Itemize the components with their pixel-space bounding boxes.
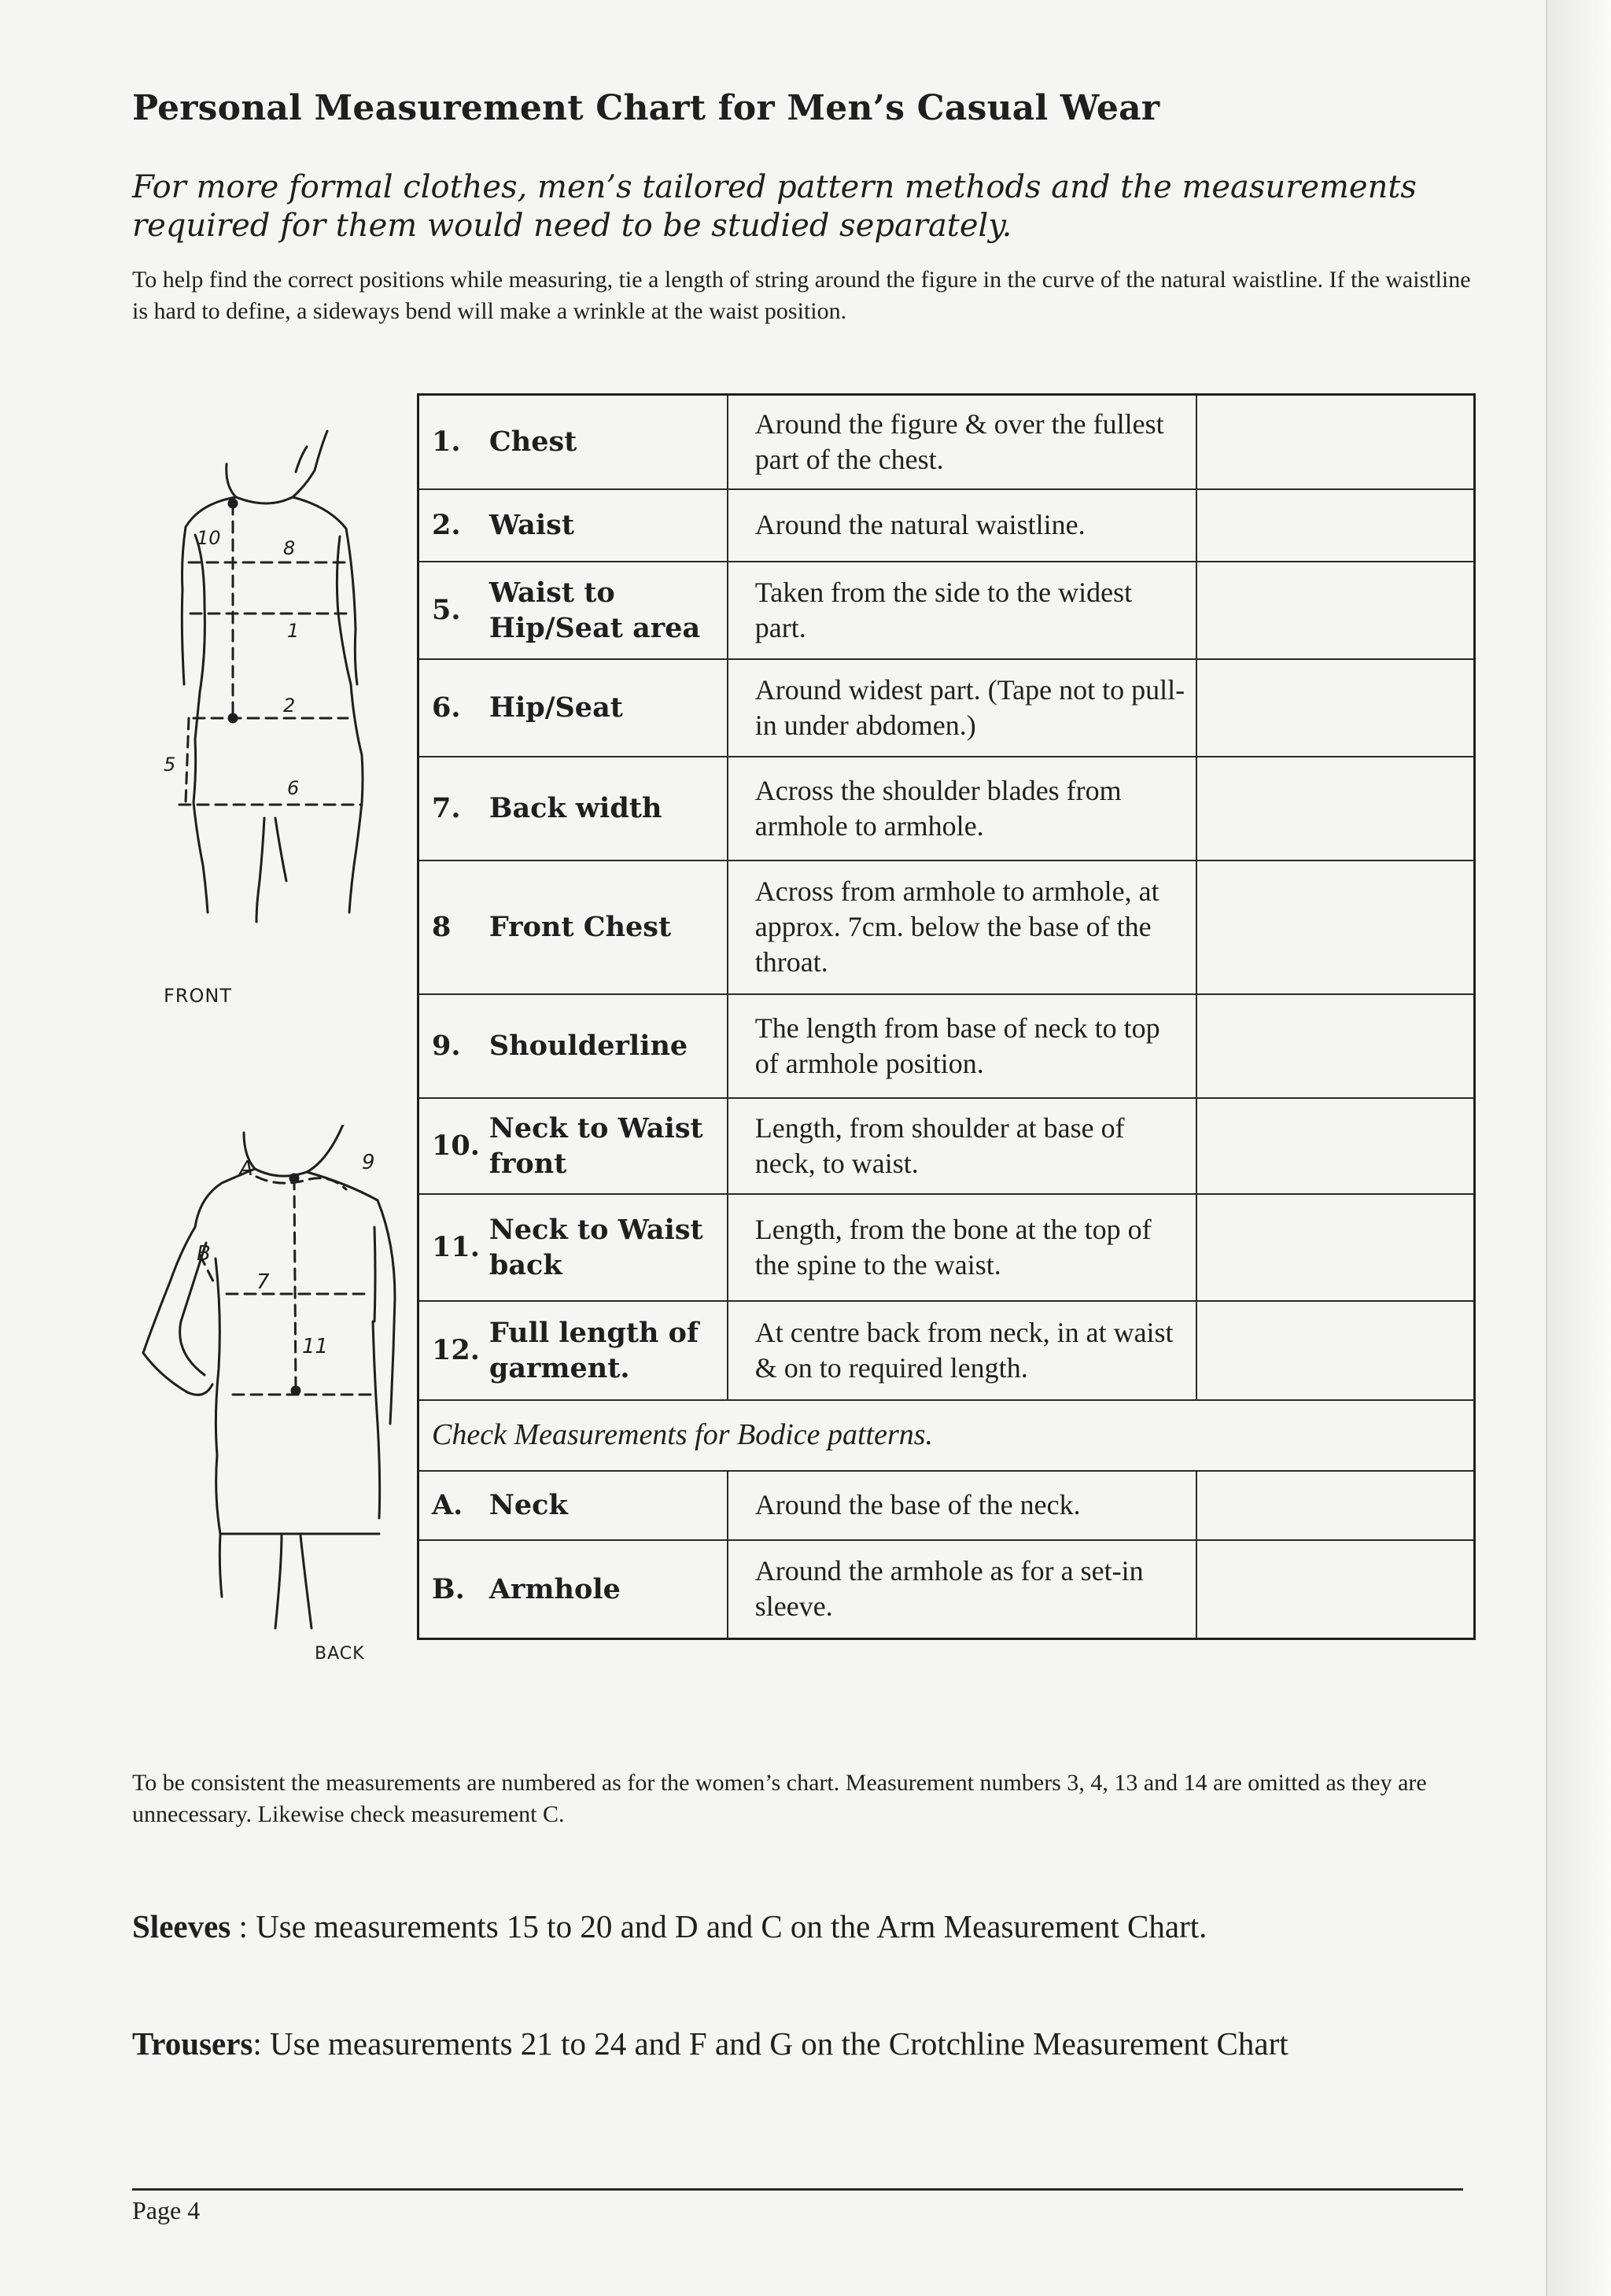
measurement-name: Back width: [480, 757, 728, 861]
back-label-9: 9: [362, 1151, 375, 1174]
measurement-number: 12.: [418, 1301, 480, 1400]
back-label-b: B: [197, 1242, 211, 1266]
measurement-name: Shoulderline: [480, 994, 728, 1098]
measurement-value-cell[interactable]: [1196, 1540, 1474, 1639]
measurement-row: [418, 562, 1475, 659]
back-figure-drawing: [118, 1125, 417, 1691]
measurement-number: B.: [418, 1540, 480, 1639]
measurement-value-cell[interactable]: [1196, 1194, 1474, 1301]
measurement-description: Around the base of the neck.: [728, 1471, 1196, 1540]
measurement-number: 7.: [418, 757, 480, 861]
measurement-description: Around the natural waistline.: [728, 489, 1196, 562]
measurement-row: [418, 1098, 1475, 1194]
measurement-number: 10.: [418, 1098, 480, 1194]
measurement-table: [417, 393, 1476, 1640]
measurement-name: Chest: [480, 395, 728, 489]
measurement-name: Neck to Waist back: [480, 1194, 728, 1301]
measurement-description: Around widest part. (Tape not to pull-in under abdomen.): [728, 659, 1196, 757]
measurement-description: Length, from shoulder at base of neck, to waist.: [728, 1098, 1196, 1194]
front-label-5: 5: [164, 754, 176, 776]
front-figure-drawing: [118, 425, 417, 1023]
measurement-value-cell[interactable]: [1196, 395, 1474, 489]
measurement-description: Around the figure & over the fullest part of the chest.: [728, 395, 1196, 489]
measurement-row: [418, 489, 1475, 562]
measurement-name: Hip/Seat: [480, 659, 728, 757]
measurement-number: 5.: [418, 562, 480, 659]
measurement-name: Full length of garment.: [480, 1301, 728, 1400]
page-number: Page 4: [132, 2196, 201, 2224]
measurement-description: The length from base of neck to top of armhole position.: [728, 994, 1196, 1098]
measurement-value-cell[interactable]: [1196, 1471, 1474, 1540]
back-figure-sketch: [118, 1125, 417, 1691]
measurement-name: Armhole: [480, 1540, 728, 1639]
front-label-10: 10: [197, 527, 221, 549]
sleeves-label: Sleeves: [132, 1908, 231, 1944]
section-heading: Check Measurements for Bodice patterns.: [418, 1400, 1475, 1471]
measurement-table-body: [418, 395, 1475, 1639]
measurement-row: [418, 395, 1475, 489]
trousers-line: [132, 2024, 1517, 2063]
measurement-row: [418, 757, 1475, 861]
measurement-value-cell[interactable]: [1196, 1301, 1474, 1400]
measurement-number: 11.: [418, 1194, 480, 1301]
back-label-11: 11: [302, 1335, 329, 1358]
measurement-row: [418, 659, 1475, 757]
measurement-value-cell[interactable]: [1196, 659, 1474, 757]
front-label-8: 8: [283, 537, 296, 559]
measurement-name: Neck: [480, 1471, 728, 1540]
measurement-name: Waist: [480, 489, 728, 562]
measurement-value-cell[interactable]: [1196, 1098, 1474, 1194]
front-label-1: 1: [287, 620, 300, 642]
measurement-description: Across the shoulder blades from armhole to armhole.: [728, 757, 1196, 861]
front-caption: FRONT: [164, 985, 232, 1007]
measurement-number: A.: [418, 1471, 480, 1540]
back-label-7: 7: [256, 1270, 270, 1294]
sleeves-text: : Use measurements 15 to 20 and D and C on the Arm Measurement Chart.: [230, 1908, 1207, 1944]
trousers-label: Trousers: [132, 2025, 253, 2062]
measurement-value-cell[interactable]: [1196, 489, 1474, 562]
trousers-text: : Use measurements 21 to 24 and F and G on the Crotchline Measurement Chart: [253, 2025, 1288, 2062]
measurement-number: 1.: [418, 395, 480, 489]
measurement-row: [418, 1540, 1475, 1639]
page-title: Personal Measurement Chart for Men’s Casual Wear: [132, 88, 1160, 128]
measurement-value-cell[interactable]: [1196, 861, 1474, 994]
intro-text: For more formal clothes, men’s tailored pattern methods and the measurements required for them would need to be studied separately.: [132, 169, 1417, 244]
measurement-description: Taken from the side to the widest part.: [728, 562, 1196, 659]
measurement-row: [418, 861, 1475, 994]
measurement-number: 2.: [418, 489, 480, 562]
sleeves-line: [132, 1907, 1517, 1946]
measurement-row: [418, 1301, 1475, 1400]
instruction-note: To help find the correct positions while measuring, tie a length of string around the figure in the curve of the natural waistline. If the waistline is hard to define, a sideways bend will make a wrinkle at the waist position.: [132, 267, 1471, 324]
measurement-value-cell[interactable]: [1196, 757, 1474, 861]
measurement-description: Across from armhole to armhole, at approx. 7cm. below the base of the throat.: [728, 861, 1196, 994]
measurement-row: [418, 1194, 1475, 1301]
measurement-name: Waist to Hip/Seat area: [480, 562, 728, 659]
measurement-number: 6.: [418, 659, 480, 757]
measurement-description: Around the armhole as for a set-in sleeve.: [728, 1540, 1196, 1639]
measurement-description: At centre back from neck, in at waist & on to required length.: [728, 1301, 1196, 1400]
measurement-number: 8: [418, 861, 480, 994]
page-edge: [1546, 0, 1611, 2296]
measurement-name: Neck to Waist front: [480, 1098, 728, 1194]
numbering-note: To be consistent the measurements are numbered as for the women’s chart. Measurement numbers 3, 4, 13 and 14 are omitted as they are unnecessary. Likewise check measurement C.: [132, 1770, 1427, 1827]
back-caption: BACK: [315, 1644, 365, 1664]
measurement-row: [418, 994, 1475, 1098]
back-label-a: A: [239, 1157, 253, 1181]
measurement-row: [418, 1471, 1475, 1540]
measurement-value-cell[interactable]: [1196, 994, 1474, 1098]
front-figure-sketch: [118, 425, 417, 1023]
front-label-2: 2: [283, 695, 296, 717]
front-label-6: 6: [287, 777, 300, 799]
measurement-number: 9.: [418, 994, 480, 1098]
measurement-description: Length, from the bone at the top of the spine to the waist.: [728, 1194, 1196, 1301]
footer-rule: [132, 2188, 1463, 2191]
section-row: [418, 1400, 1475, 1471]
measurement-name: Front Chest: [480, 861, 728, 994]
measurement-value-cell[interactable]: [1196, 562, 1474, 659]
